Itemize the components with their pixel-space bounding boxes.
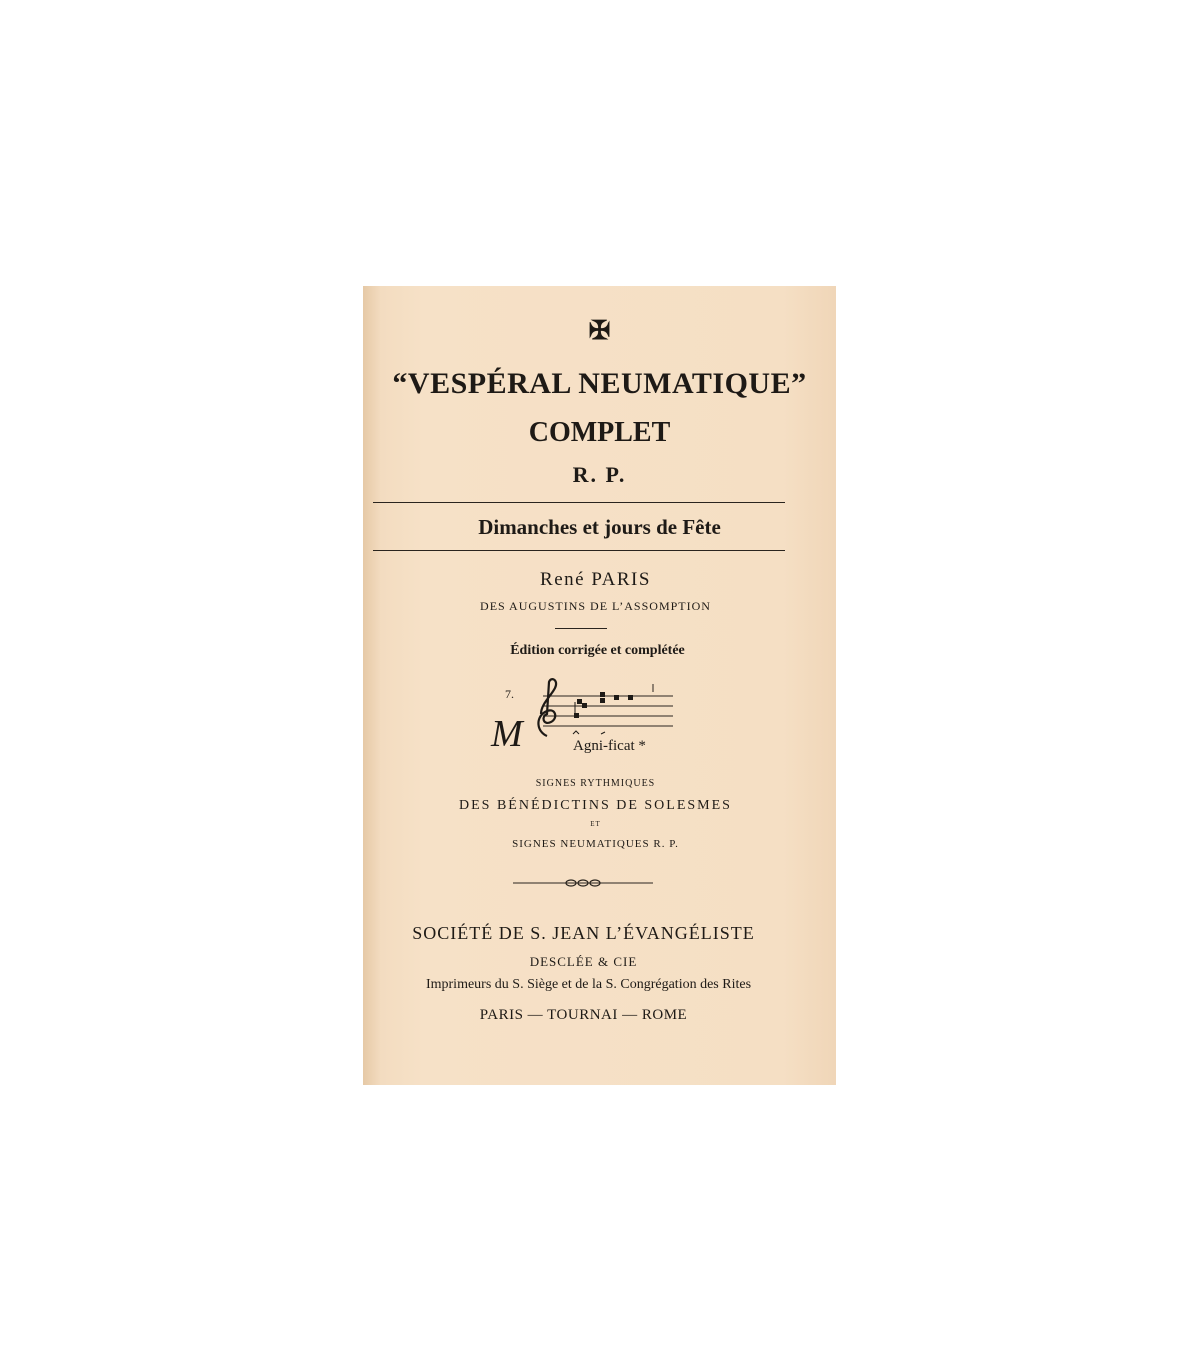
printer-credentials: Imprimeurs du S. Siège et de la S. Congrégation des Rites [425,977,752,992]
bottom-rule [373,550,785,551]
title-page [363,286,836,1085]
clef-icon [538,679,556,736]
mode-number: 7. [505,687,514,701]
book-subtitle: COMPLET [528,417,671,448]
short-rule [555,628,607,629]
book-title: “VESPÉRAL NEUMATIQUE” [392,367,807,400]
cross-icon: ✠ [588,316,611,346]
edition-note: Édition corrigée et complétée [510,643,685,658]
book-initials: R. P. [572,462,627,487]
chant-lyric: Agni-ficat * [573,738,646,754]
days-subtitle: Dimanches et jours de Fête [478,515,721,539]
signs-line-3: ET [590,820,601,828]
signs-line-2: DES BÉNÉDICTINS DE SOLESMES [459,798,732,813]
initial-letter: M [491,713,523,754]
printer-name: DESCLÉE & CIE [529,954,638,969]
author-name: René PARIS [540,569,651,590]
staff-lines [543,696,673,726]
author-order: DES AUGUSTINS DE L’ASSOMPTION [480,599,711,613]
publication-cities: PARIS — TOURNAI — ROME [479,1007,688,1023]
accent-marks [573,731,605,734]
publisher-name: SOCIÉTÉ DE S. JEAN L’ÉVANGÉLISTE [412,923,755,943]
ornament-divider [513,876,653,890]
signs-line-1: SIGNES RYTHMIQUES [535,778,656,789]
top-rule [373,502,785,503]
signs-line-4: SIGNES NEUMATIQUES R. P. [512,838,679,850]
